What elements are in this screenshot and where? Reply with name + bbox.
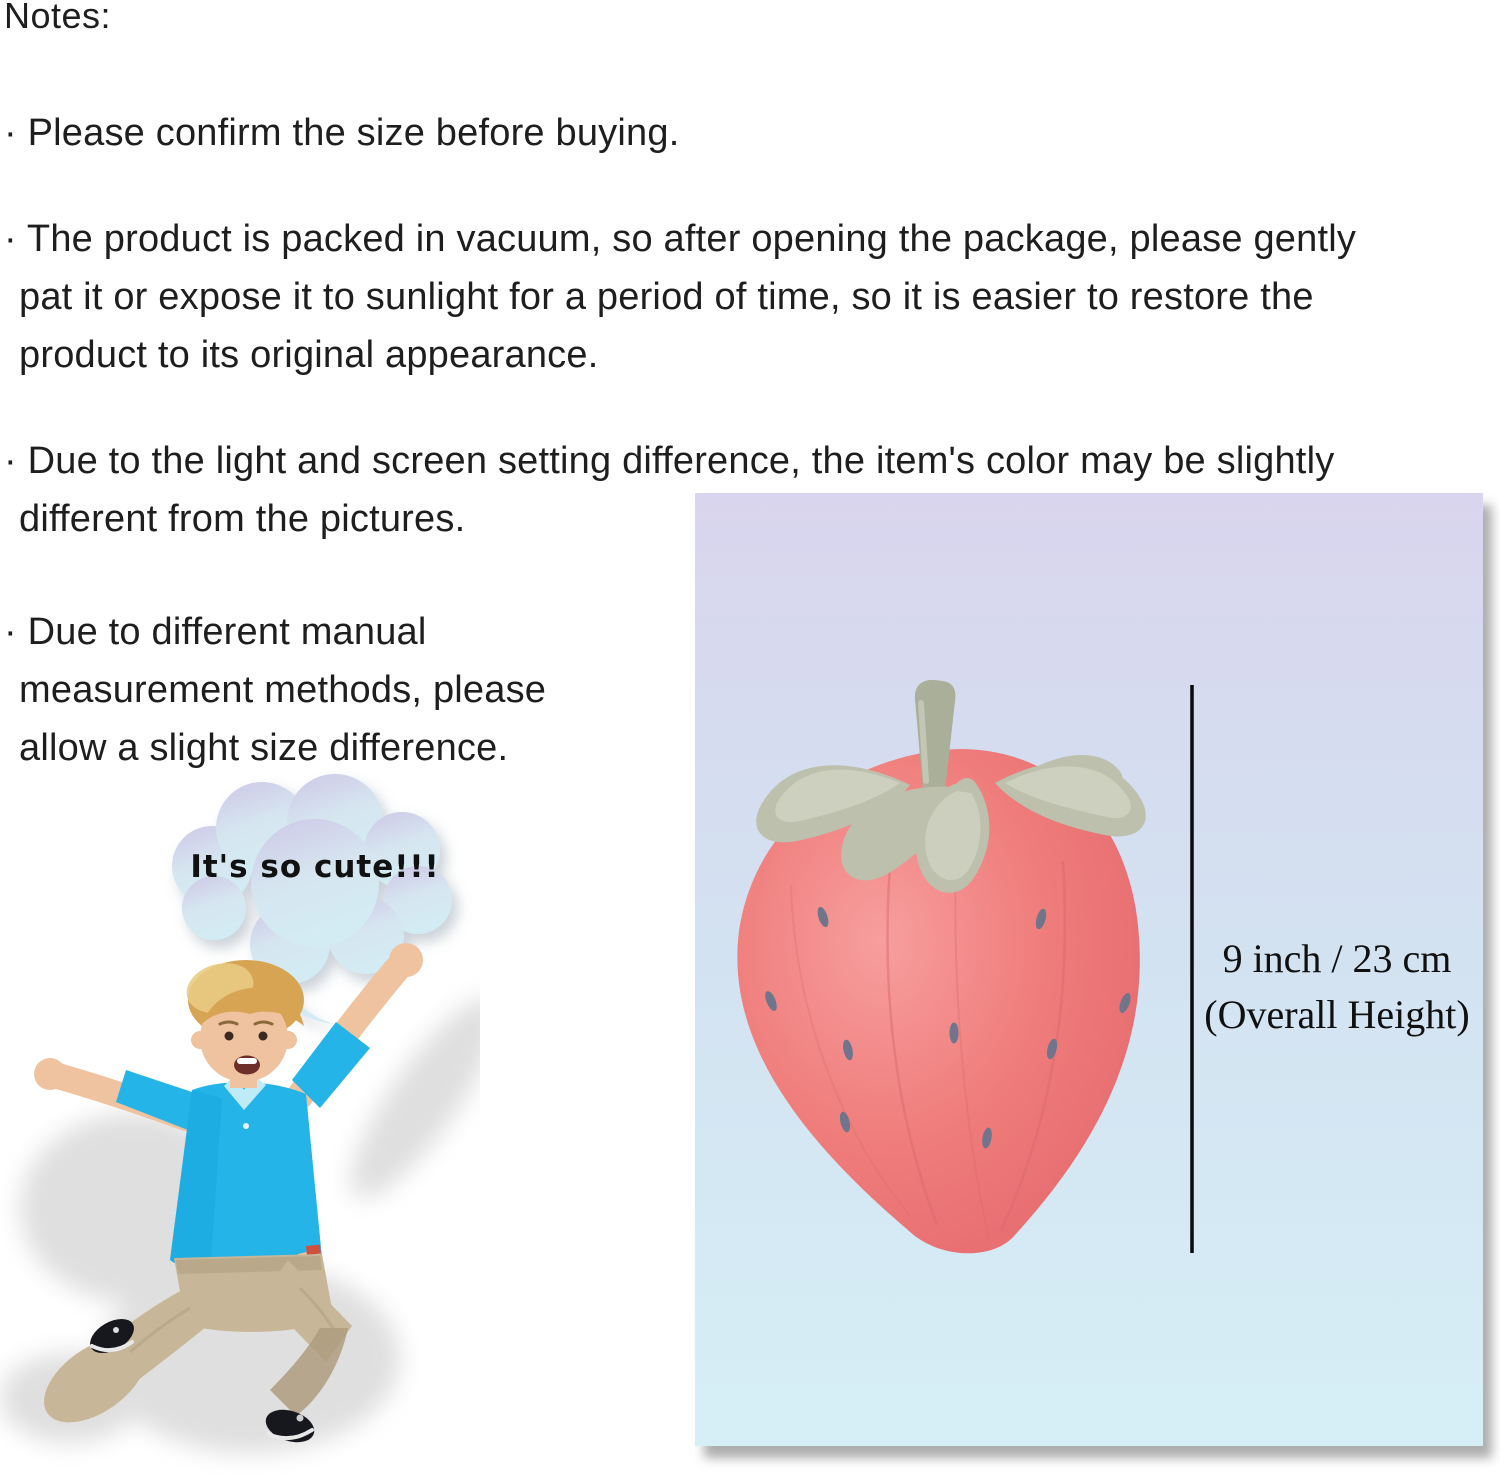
note-bullet-4 bbox=[0, 603, 546, 777]
measurement-size-text: 9 inch / 23 cm bbox=[1222, 936, 1452, 981]
measurement-label bbox=[1197, 931, 1477, 1043]
note-line: measurement methods, please bbox=[19, 669, 547, 711]
note-line: product to its original appearance. bbox=[19, 334, 599, 376]
note-line: · Due to different manual bbox=[4, 611, 427, 653]
note-line: allow a slight size difference. bbox=[19, 727, 509, 769]
jumping-boy-photo bbox=[0, 928, 480, 1474]
note-line: different from the pictures. bbox=[19, 498, 466, 540]
boy-head bbox=[181, 956, 304, 1088]
speech-bubble-text: It's so cute!!! bbox=[190, 849, 440, 885]
note-line: · Due to the light and screen setting difference, the item's color may be slightly bbox=[4, 440, 1335, 482]
note-line: · The product is packed in vacuum, so after opening the package, please gently bbox=[4, 218, 1357, 260]
note-bullet-2 bbox=[0, 210, 1356, 384]
note-bullet-1 bbox=[0, 104, 679, 162]
notes-title: Notes: bbox=[4, 0, 112, 36]
note-line: · Please confirm the size before buying. bbox=[4, 112, 680, 154]
note-line: pat it or expose it to sunlight for a period of time, so it is easier to restore the bbox=[19, 276, 1314, 318]
product-panel bbox=[695, 493, 1483, 1446]
measurement-height-text: (Overall Height) bbox=[1204, 992, 1470, 1037]
